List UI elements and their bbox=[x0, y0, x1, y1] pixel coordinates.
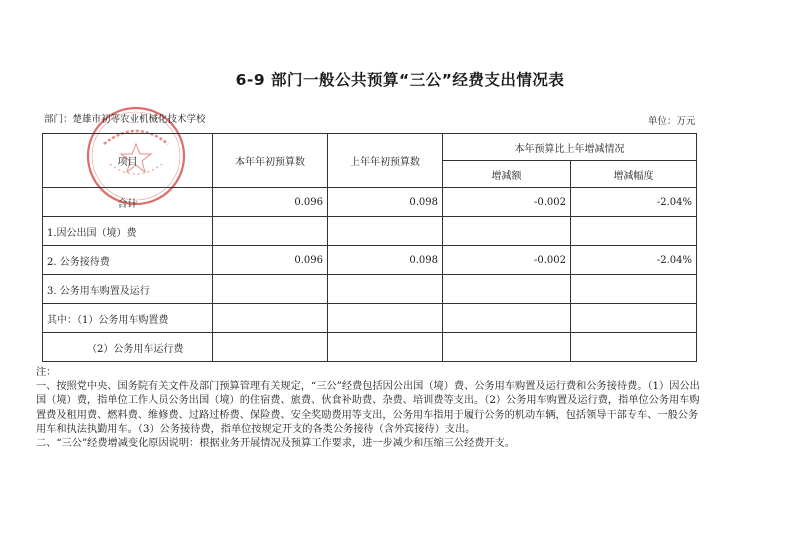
table-row bbox=[43, 217, 697, 246]
cell-current bbox=[213, 217, 328, 246]
table-row bbox=[43, 246, 697, 275]
table-row bbox=[43, 275, 697, 304]
cell-change bbox=[443, 217, 571, 246]
row-label: 2. 公务接待费 bbox=[43, 246, 213, 275]
cell-change bbox=[443, 333, 571, 362]
cell-last: 0.098 bbox=[328, 188, 443, 217]
cell-last bbox=[328, 275, 443, 304]
cell-current bbox=[213, 275, 328, 304]
notes-section bbox=[36, 366, 706, 451]
table-row-total bbox=[43, 188, 697, 217]
cell-change bbox=[443, 304, 571, 333]
cell-change: -0.002 bbox=[443, 246, 571, 275]
header-last-budget: 上年年初预算数 bbox=[328, 134, 443, 188]
row-label: 合计 bbox=[43, 188, 213, 217]
row-label: 1.因公出国（境）费 bbox=[43, 217, 213, 246]
cell-current bbox=[213, 304, 328, 333]
cell-rate: -2.04% bbox=[571, 246, 697, 275]
cell-change: -0.002 bbox=[443, 188, 571, 217]
header-current-budget: 本年年初预算数 bbox=[213, 134, 328, 188]
cell-last bbox=[328, 217, 443, 246]
cell-rate bbox=[571, 217, 697, 246]
notes-paragraph-1: 一、按照党中央、国务院有关文件及部门预算管理有关规定，“三公”经费包括因公出国（境）费、公务用车购置及运行费和公务接待费。（1）因公出国（境）费，指单位工作人员公务出国（境）的住宿费、旅费、伙食补助费、杂费、培训费等支出。（2）公务用车购置及运行费，指单位公务用车购置费及租用费、燃料费、维修费、过路过桥费、保险费、安全奖励费用等支出，公务用车指用于履行公务的机动车辆，包括领导干部专车、一般公务用车和执法执勤用车。（3）公务接待费，指单位按规定开支的各类公务接待（含外宾接待）支出。 bbox=[36, 381, 700, 435]
row-label: 3. 公务用车购置及运行 bbox=[43, 275, 213, 304]
cell-last: 0.098 bbox=[328, 246, 443, 275]
cell-rate bbox=[571, 304, 697, 333]
header-item: 项目 bbox=[43, 134, 213, 188]
notes-heading: 注： bbox=[36, 367, 57, 378]
department-label: 部门：楚雄市初等农业机械化技术学校 bbox=[44, 114, 206, 125]
cell-last bbox=[328, 304, 443, 333]
cell-rate bbox=[571, 275, 697, 304]
header-change-rate: 增减幅度 bbox=[571, 161, 697, 188]
cell-rate bbox=[571, 333, 697, 362]
cell-current: 0.096 bbox=[213, 246, 328, 275]
cell-current bbox=[213, 333, 328, 362]
table-row bbox=[43, 333, 697, 362]
unit-label: 单位：万元 bbox=[648, 116, 696, 127]
cell-current: 0.096 bbox=[213, 188, 328, 217]
notes-paragraph-2: 二、“三公”经费增减变化原因说明：根据业务开展情况及预算工作要求，进一步减少和压缩三公经费开支。 bbox=[36, 438, 516, 450]
row-label: 其中：（1）公务用车购置费 bbox=[43, 304, 213, 333]
header-change-amount: 增减额 bbox=[443, 161, 571, 188]
cell-rate: -2.04% bbox=[571, 188, 697, 217]
table-row bbox=[43, 304, 697, 333]
header-compare-group: 本年预算比上年增减情况 bbox=[443, 134, 697, 161]
cell-last bbox=[328, 333, 443, 362]
three-public-expenses-table bbox=[42, 133, 697, 362]
cell-change bbox=[443, 275, 571, 304]
page-title: 6-9 部门一般公共预算“三公”经费支出情况表 bbox=[235, 71, 565, 89]
row-label: （2）公务用车运行费 bbox=[43, 333, 213, 362]
